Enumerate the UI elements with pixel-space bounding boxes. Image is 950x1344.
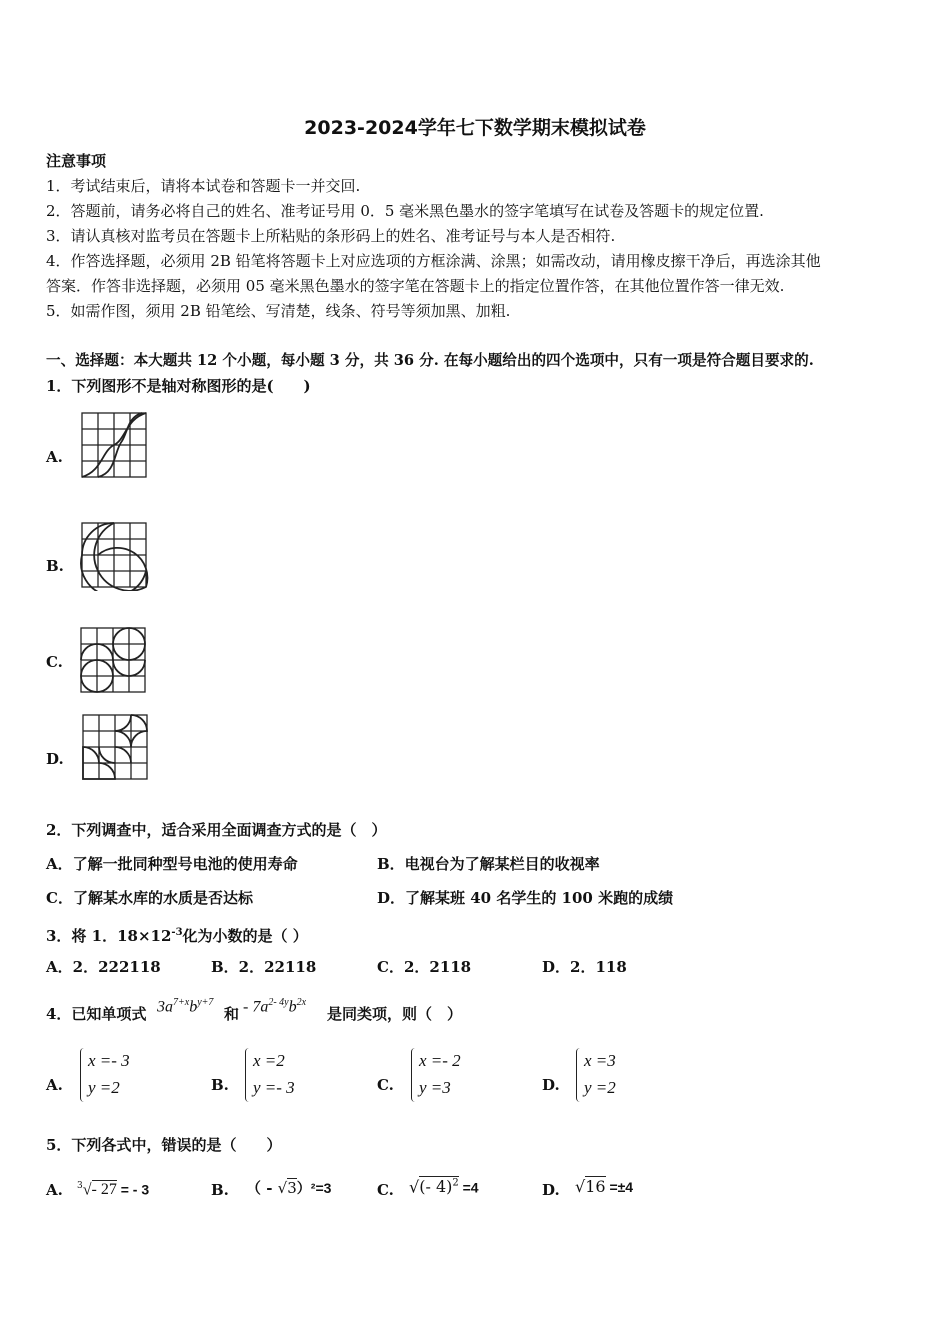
q5-option-c: √(- 4)$^2$ =4 <box>409 1177 479 1197</box>
eq-y: y =2 <box>88 1078 120 1097</box>
paren-open: （ - <box>246 1179 278 1197</box>
figure-a <box>80 411 150 481</box>
notice-item: 1．考试结束后，请将本试卷和答题卡一并交回. <box>46 177 361 195</box>
question-3-stem <box>46 923 308 946</box>
radicand: 3 <box>287 1179 297 1197</box>
eq-y: y =3 <box>419 1078 451 1097</box>
q5-option-a: $^3$√- 27 = - 3 <box>77 1181 150 1199</box>
q2-option-c: C．了解某水库的水质是否达标 <box>46 889 253 907</box>
mono1-exp-a: 7+x <box>173 997 190 1008</box>
radicand: 16 <box>585 1177 606 1196</box>
option-label-d: D. <box>46 750 64 768</box>
q3-option-a: A．2．222118 <box>46 958 161 976</box>
q5-label-c: C. <box>377 1181 394 1199</box>
q3-option-b: B．2．22118 <box>211 958 317 976</box>
option-label-c: C. <box>46 653 63 671</box>
brace <box>245 1048 252 1102</box>
figure-d <box>81 713 151 783</box>
mono2-b: b <box>288 998 297 1016</box>
eq-y: y =2 <box>584 1078 616 1097</box>
mono1-b: b <box>189 998 198 1016</box>
page-title: 2023-2024学年七下数学期末模拟试卷 <box>304 117 646 139</box>
q4-label-b: B. <box>211 1076 229 1094</box>
option-label-b: B. <box>46 557 64 575</box>
result: = - 3 <box>116 1181 150 1198</box>
q3-option-c: C．2．2118 <box>377 958 472 976</box>
notice-heading: 注意事项 <box>46 152 107 170</box>
question-5-stem: 5．下列各式中，错误的是（ ） <box>46 1136 282 1154</box>
q5-label-d: D. <box>542 1181 560 1199</box>
mono2-base: - 7a <box>243 998 269 1016</box>
q4-monomial-1 <box>157 993 213 1017</box>
figure-b <box>80 521 150 591</box>
q4-option-c <box>419 1047 461 1101</box>
notice-item: 答案．作答非选择题，必须用 05 毫米黑色墨水的签字笔在答题卡上的指定位置作答，在其他位置作答一律无效. <box>46 277 785 295</box>
q2-option-b: B．电视台为了解某栏目的收视率 <box>377 855 600 873</box>
result: ）²=3 <box>296 1180 332 1196</box>
q4-label-c: C. <box>377 1076 394 1094</box>
q3-stem-pre: 3．将 1．18×12 <box>46 927 172 945</box>
q4-option-d <box>584 1047 616 1101</box>
result: =±4 <box>605 1179 634 1195</box>
brace <box>80 1048 87 1102</box>
notice-item: 4．作答选择题，必须用 2B 铅笔将答题卡上对应选项的方框涂满、涂黑；如需改动，请用橡皮擦干净后，再选涂其他 <box>46 252 821 270</box>
figure-c <box>79 626 149 696</box>
q4-monomial-2 <box>243 993 306 1017</box>
eq-x: x =3 <box>584 1051 616 1070</box>
q4-option-b <box>253 1047 295 1101</box>
q2-option-d: D．了解某班 40 名学生的 100 米跑的成绩 <box>377 889 674 907</box>
q4-label-d: D. <box>542 1076 560 1094</box>
mono2-exp-a: 2- 4y <box>268 997 289 1008</box>
mono1-base: 3a <box>157 998 173 1016</box>
eq-y: y =- 3 <box>253 1078 295 1097</box>
exponent: 2 <box>452 1178 459 1189</box>
question-1-stem: 1．下列图形不是轴对称图形的是( ) <box>46 377 311 395</box>
eq-x: x =2 <box>253 1051 285 1070</box>
q5-option-d: √16 =±4 <box>575 1177 634 1196</box>
q2-option-a: A．了解一批同种型号电池的使用寿命 <box>46 855 298 873</box>
q5-label-a: A. <box>46 1181 63 1199</box>
q5-option-b: （ - √3）²=3 <box>246 1179 332 1197</box>
eq-x: x =- 2 <box>419 1051 461 1070</box>
brace <box>576 1048 583 1102</box>
q3-exponent: -3 <box>171 927 183 938</box>
radicand: - 27 <box>91 1181 117 1199</box>
mono1-exp-b: y+7 <box>197 997 214 1008</box>
q4-stem-post: 是同类项，则（ ） <box>327 1005 463 1023</box>
question-2-stem: 2．下列调查中，适合采用全面调查方式的是（ ） <box>46 821 387 839</box>
result: =4 <box>458 1179 479 1196</box>
notice-item: 2．答题前，请务必将自己的姓名、准考证号用 0．5 毫米黑色墨水的签字笔填写在试卷及答题卡的规定位置. <box>46 202 764 220</box>
notice-item: 3．请认真核对监考员在答题卡上所粘贴的条形码上的姓名、准考证号与本人是否相符. <box>46 227 616 245</box>
brace <box>411 1048 418 1102</box>
eq-x: x =- 3 <box>88 1051 130 1070</box>
radicand: (- 4) <box>419 1177 453 1197</box>
root-index: 3 <box>77 1181 83 1191</box>
q4-and: 和 <box>224 1005 240 1023</box>
option-label-a: A. <box>46 448 63 466</box>
mono2-exp-b: 2x <box>296 997 307 1008</box>
section-heading: 一、选择题：本大题共 12 个小题，每小题 3 分，共 36 分. 在每小题给出的四个选项中，只有一项是符合题目要求的. <box>46 352 814 369</box>
q3-option-d: D．2．118 <box>542 958 627 976</box>
q5-label-b: B. <box>211 1181 229 1199</box>
q4-option-a <box>88 1047 130 1101</box>
notice-item: 5．如需作图，须用 2B 铅笔绘、写清楚，线条、符号等须加黑、加粗. <box>46 302 511 320</box>
q4-label-a: A. <box>46 1076 63 1094</box>
q4-stem-pre: 4．已知单项式 <box>46 1005 147 1023</box>
q3-stem-post: 化为小数的是（ ） <box>182 927 308 945</box>
